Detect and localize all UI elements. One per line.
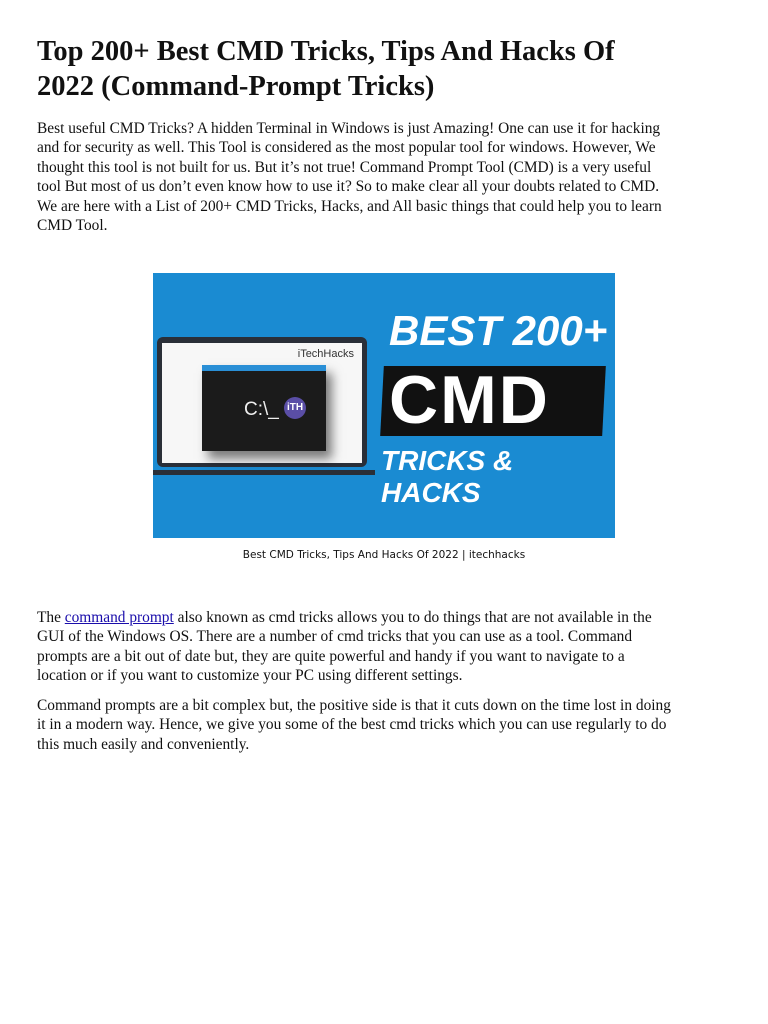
brand-logo: iTechHacks — [297, 348, 354, 360]
laptop-screen — [162, 343, 362, 463]
text-line: this much easily and conveniently. — [37, 735, 250, 753]
text-line: thought this tool is not built for us. But it’s not true! Command Prompt Tool (CMD) is a very useful — [37, 158, 652, 176]
laptop-illustration — [157, 337, 367, 467]
command-prompt-link[interactable]: command prompt — [64, 609, 174, 626]
headline-cmd: CMD — [389, 362, 550, 438]
text-line: Command prompts are a bit complex but, the positive side is that it cuts down on the time lost in doing — [37, 697, 671, 714]
hero-image — [153, 273, 615, 538]
text-line: and for security as well. This Tool is considered as the most popular tool for windows. However, We — [37, 139, 656, 157]
prompt-text: C:\_ — [244, 399, 279, 420]
headline-best: BEST 200+ — [389, 307, 608, 354]
text: also known as cmd tricks allows you to do things that are not available in the — [173, 609, 652, 626]
title-line: 2022 (Command-Prompt Tricks) — [37, 71, 435, 102]
text-line: prompts are a bit out of date but, they are quite powerful and handy if you want to navigate to a — [37, 647, 625, 665]
text-line: CMD Tool. — [37, 217, 108, 235]
text-line: GUI of the Windows OS. There are a number of cmd tricks that you can use as a tool. Command — [37, 628, 633, 646]
text-line — [37, 608, 652, 627]
text-line: tool But most of us don’t even know how to use it? So to make clear all your doubts related to CMD. — [37, 178, 660, 196]
terminal-window — [202, 365, 326, 451]
title-line: Top 200+ Best CMD Tricks, Tips And Hacks Of — [37, 36, 615, 67]
page-title — [37, 34, 615, 104]
intro-paragraph — [37, 119, 662, 235]
text-line: Best useful CMD Tricks? A hidden Terminal in Windows is just Amazing! One can use it for hacking — [37, 120, 661, 137]
text-line: location or if you want to customize your PC using different settings. — [37, 667, 463, 685]
image-caption: Best CMD Tricks, Tips And Hacks Of 2022 | itechhacks — [242, 549, 526, 561]
ith-logo-icon: iTH — [284, 397, 306, 419]
headline-tricks: TRICKS & HACKS — [381, 445, 514, 508]
text-line: We are here with a List of 200+ CMD Tricks, Hacks, and All basic things that could help you to learn — [37, 197, 662, 215]
laptop-base — [153, 470, 375, 475]
paragraph-3 — [37, 696, 671, 754]
text-line: it in a modern way. Hence, we give you some of the best cmd tricks which you can use regularly to do — [37, 716, 667, 734]
paragraph-2 — [37, 608, 652, 686]
text: The — [37, 609, 65, 626]
